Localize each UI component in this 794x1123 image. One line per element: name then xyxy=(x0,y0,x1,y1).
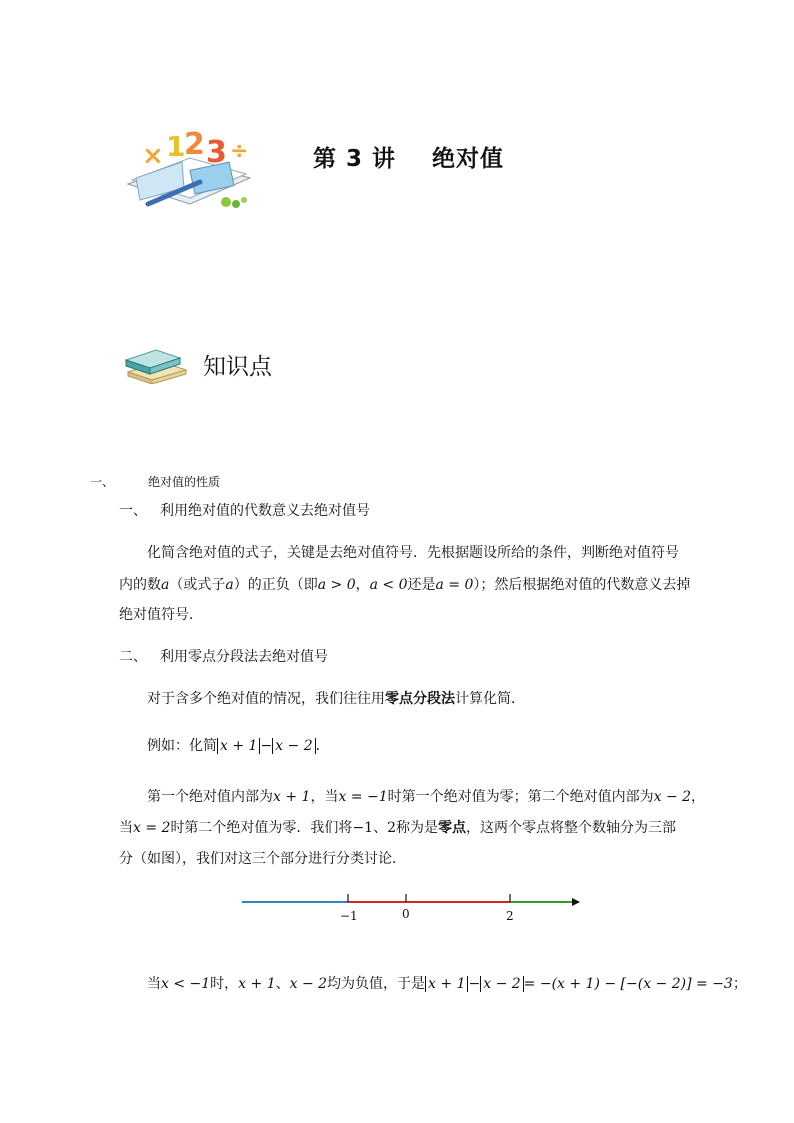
text: ，这两个零点将整个数轴分为三部 xyxy=(466,820,676,836)
paragraph-4-line-3 xyxy=(119,849,406,869)
text: 当 xyxy=(147,976,161,992)
text: ）；然后根据绝对值的代数意义去掉 xyxy=(473,577,691,593)
math: x + 1 xyxy=(273,789,311,805)
page-title: 第 3 讲 绝对值 xyxy=(313,146,505,172)
text: 例如：化简 xyxy=(147,738,217,754)
text: 当 xyxy=(119,820,133,836)
paragraph-5 xyxy=(147,974,747,994)
var: a xyxy=(161,577,170,593)
outline-l1-title: 绝对值的性质 xyxy=(148,475,221,489)
paragraph-1-line-1 xyxy=(147,543,679,563)
outline-s2-marker: 二、 xyxy=(119,649,147,665)
text: ， xyxy=(691,789,706,805)
books-icon xyxy=(122,344,192,384)
paragraph-4-line-2 xyxy=(119,818,676,838)
math: −1 xyxy=(352,820,374,836)
abs-expression: x − 2 xyxy=(480,976,523,992)
text: 计算化简． xyxy=(455,691,525,707)
paragraph-2 xyxy=(147,689,525,709)
text: 化简含绝对值的式子，关键是去绝对值符号．先根据题设所给的条件，判断绝对值符号 xyxy=(147,545,679,561)
text: 分（如图），我们对这三个部分进行分类讨论． xyxy=(119,851,406,867)
math-book-illustration-icon xyxy=(120,122,260,214)
text: 时， xyxy=(210,976,239,992)
label-2: 2 xyxy=(506,909,514,923)
svg-text:÷: ÷ xyxy=(230,139,249,164)
outline-s1-marker: 一、 xyxy=(119,503,147,519)
outline-s2-title: 利用零点分段法去绝对值号 xyxy=(160,649,328,665)
math: a > 0 xyxy=(317,577,356,593)
math: a = 0 xyxy=(435,577,474,593)
svg-text:2: 2 xyxy=(184,127,205,162)
text: 时第一个绝对值为零；第二个绝对值内部为 xyxy=(387,789,654,805)
text: 、 xyxy=(275,976,290,992)
text: 还是 xyxy=(407,577,436,593)
outline-s1-title: 利用绝对值的代数意义去绝对值号 xyxy=(160,503,370,519)
math: x = 2 xyxy=(133,820,171,836)
math: x − 2 xyxy=(289,976,328,992)
text: 时第二个绝对值为零．我们将 xyxy=(170,820,353,836)
svg-text:×: × xyxy=(142,141,164,171)
paragraph-1-line-3 xyxy=(119,605,203,625)
section-title: 知识点 xyxy=(203,354,272,380)
paragraph-1-line-2 xyxy=(119,575,690,595)
svg-text:1: 1 xyxy=(166,130,186,163)
svg-text:3: 3 xyxy=(206,135,227,170)
var: a xyxy=(225,577,234,593)
text: 第一个绝对值内部为 xyxy=(147,789,273,805)
math: x < −1 xyxy=(161,976,211,992)
minus: − xyxy=(260,738,273,754)
text: ， xyxy=(355,577,370,593)
text: ，当 xyxy=(310,789,339,805)
text: ）的正负（即 xyxy=(233,577,318,593)
text: 内的数 xyxy=(119,577,161,593)
outline-l1-marker: 一、 xyxy=(90,475,115,489)
label-0: 0 xyxy=(402,907,410,921)
bold-term: 零点分段法 xyxy=(385,691,455,707)
text: 对于含多个绝对值的情况，我们往往用 xyxy=(147,691,385,707)
text: 、 xyxy=(373,820,388,836)
text: ． xyxy=(315,738,330,754)
minus: − xyxy=(468,976,481,992)
text: 称为是 xyxy=(396,820,438,836)
abs-expression: x − 2 xyxy=(272,738,315,754)
math: x + 1 xyxy=(238,976,276,992)
number-line-arrow-icon xyxy=(572,898,580,906)
abs-expression: x + 1 xyxy=(425,976,468,992)
text: 绝对值符号． xyxy=(119,607,203,623)
label-minus-1: −1 xyxy=(340,909,358,923)
example-line xyxy=(147,736,330,756)
bold-term: 零点 xyxy=(438,820,466,836)
paragraph-4-line-1 xyxy=(147,787,705,807)
number-line-figure xyxy=(238,888,588,928)
math: x − 2 xyxy=(653,789,692,805)
text: （或式子 xyxy=(169,577,226,593)
text: ； xyxy=(732,976,747,992)
math: x = −1 xyxy=(338,789,388,805)
abs-expression: x + 1 xyxy=(217,738,260,754)
text: 均为负值，于是 xyxy=(327,976,426,992)
math: a < 0 xyxy=(369,577,408,593)
math: 2 xyxy=(387,820,396,836)
math: = −(x + 1) − [−(x − 2)] = −3 xyxy=(523,976,733,992)
